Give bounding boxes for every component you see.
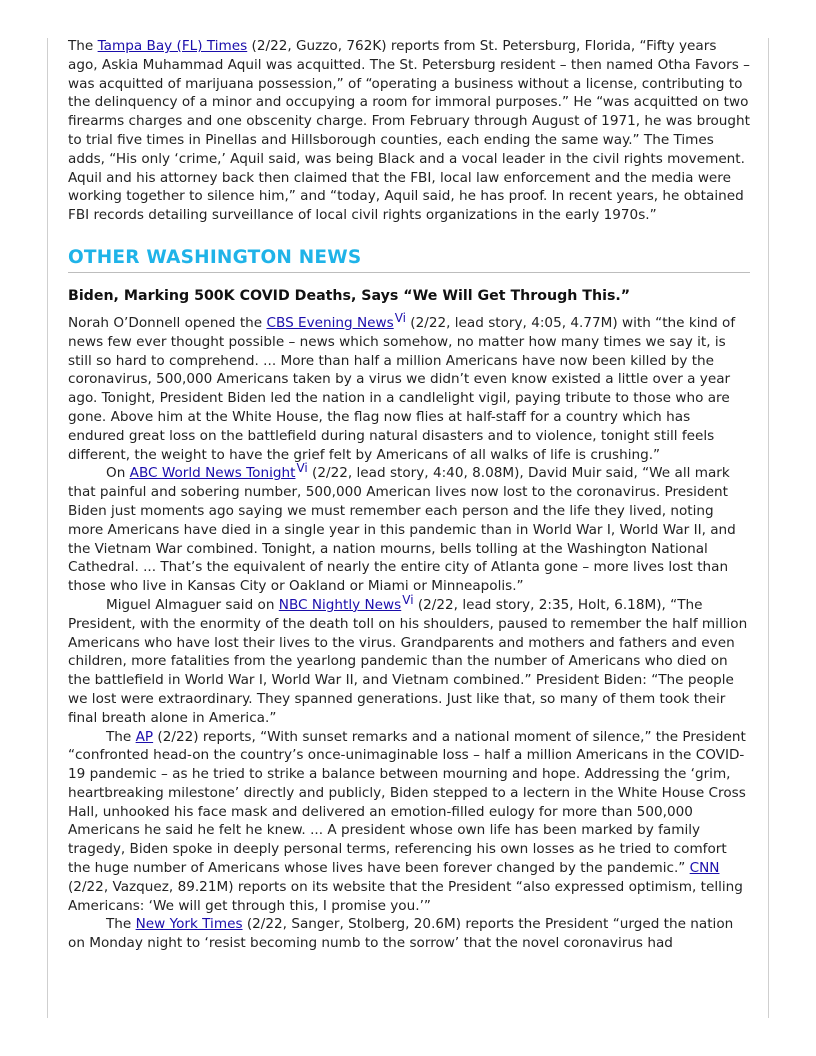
text: Norah O’Donnell opened the: [68, 314, 267, 331]
paragraph-ap: [68, 728, 750, 916]
paragraph-abc: [68, 461, 750, 596]
section-heading: OTHER WASHINGTON NEWS: [68, 245, 750, 273]
paragraph-nbc: [68, 592, 750, 728]
video-icon[interactable]: Vi: [402, 592, 414, 607]
left-margin-rule: [47, 38, 48, 1018]
link-tampa-bay-times[interactable]: Tampa Bay (FL) Times: [97, 38, 248, 54]
video-icon[interactable]: Vi: [296, 461, 308, 476]
text: (2/22, Guzzo, 762K) reports from St. Petersburg, Florida, “Fifty years ago, Askia Muhammad Aquil was acquitted. The St. Petersburg resident – then named Otha Favors – was acquitted of marijuana possession,” of “operating a business without a license, contributing to the delinquency of a minor and occupying a room for immoral purposes.” He “was acquitted on two firearms charges and one obscenity charge. From February through August of 1971, he was brought to trial five times in Pinellas and Hillsborough counties, each ending the same way.” The Times adds, “His only ‘crime,’ Aquil said, was being Black and a vocal leader in the civil rights movement. Aquil and his attorney back then claimed that the FBI, local law enforcement and the media were working together to silence him,” and “today, Aquil said, he has proof. In recent years, he obtained FBI records detailing surveillance of local civil rights organizations in the early 1970s.”: [68, 38, 750, 224]
text: Miguel Almaguer said on: [106, 596, 279, 613]
text: (2/22, Vazquez, 89.21M) reports on its website that the President “also expressed optimism, telling Americans: ‘We will get through this, I promise you.’”: [68, 878, 743, 914]
story-headline: Biden, Marking 500K COVID Deaths, Says “We Will Get Through This.”: [68, 287, 631, 304]
link-new-york-times[interactable]: New York Times: [135, 916, 243, 933]
newsletter-body: [68, 37, 750, 953]
text: (2/22, lead story, 4:40, 8.08M), David Muir said, “We all mark that painful and sobering number, 500,000 American lives now lost to the coronavirus. President Biden just moments ago saying we must remember each person and the life they lived, noting more Americans have died in a single year in this pandemic than in World War I, World War II, and the Vietnam War combined. Tonight, a nation mourns, bells tolling at the Washington National Cathedral. ... That’s the equivalent of nearly the entire city of Atlanta gone – more lives lost than those who live in Kansas City or Oakland or Miami or Minneapolis.”: [68, 465, 736, 595]
link-cnn[interactable]: CNN: [689, 860, 720, 877]
paragraph-cbs: [68, 310, 750, 464]
text: On: [106, 465, 130, 482]
text: The: [106, 728, 136, 745]
text: (2/22, Sanger, Stolberg, 20.6M) reports the President “urged the nation on Monday night to ‘resist becoming numb to the sorrow’ that the novel coronavirus had: [68, 916, 734, 952]
text: (2/22, lead story, 4:05, 4.77M) with “the kind of news few ever thought possible – news which somehow, no matter how many times we say it, is still so hard to comprehend. ... More than half a million Americans have now been killed by the coronavirus, 500,000 Americans taken by a virus we didn’t even know existed a little over a year ago. Tonight, President Biden led the nation in a candlelight vigil, paying tribute to those who are gone. Above him at the White House, the flag now flies at half-staff for a country which has endured great loss on the battlefield during natural disasters and to violence, tonight still feels different, the weight to have the grief felt by Americans of all walks of life is crushing.”: [68, 314, 736, 463]
link-nbc-nightly-news[interactable]: NBC Nightly News: [278, 596, 402, 613]
paragraph-nyt: [68, 915, 750, 953]
text: (2/22, lead story, 2:35, Holt, 6.18M), “The President, with the enormity of the death toll on his shoulders, paused to remember the half million Americans who have lost their lives to the virus. Grandparents and mothers and fathers and even children, more fatalities from the yearlong pandemic than the number of Americans who died on the battlefield in World War I, World War II, and Vietnam combined.” President Biden: “The people we lost were extraordinary. They spanned generations. Just like that, so many of them took their final breath alone in America.”: [68, 596, 748, 726]
link-ap[interactable]: AP: [135, 728, 154, 745]
paragraph-tampa-bay-times: [68, 37, 750, 225]
right-margin-rule: [768, 38, 769, 1018]
video-icon[interactable]: Vi: [394, 310, 406, 325]
link-cbs-evening-news[interactable]: CBS Evening News: [266, 314, 394, 331]
link-abc-world-news-tonight[interactable]: ABC World News Tonight: [129, 465, 296, 482]
text: (2/22) reports, “With sunset remarks and a national moment of silence,” the President “confronted head-on the country’s once-unimaginable loss – half a million Americans in the COVID-19 pandemic – as he tried to strike a balance between mourning and hope. Addressing the ‘grim, heartbreaking milestone’ directly and publicly, Biden stepped to a lectern in the White House Cross Hall, unhooked his face mask and delivered an emotion-filled eulogy for more than 500,000 Americans he said he felt he knew. ... A president whose own life has been marked by family tragedy, Biden spoke in deeply personal terms, referencing his own losses as he tried to comfort the huge number of Americans whose lives have been forever changed by the pandemic.”: [68, 728, 746, 877]
text: The: [106, 916, 136, 933]
text: The: [68, 38, 98, 54]
